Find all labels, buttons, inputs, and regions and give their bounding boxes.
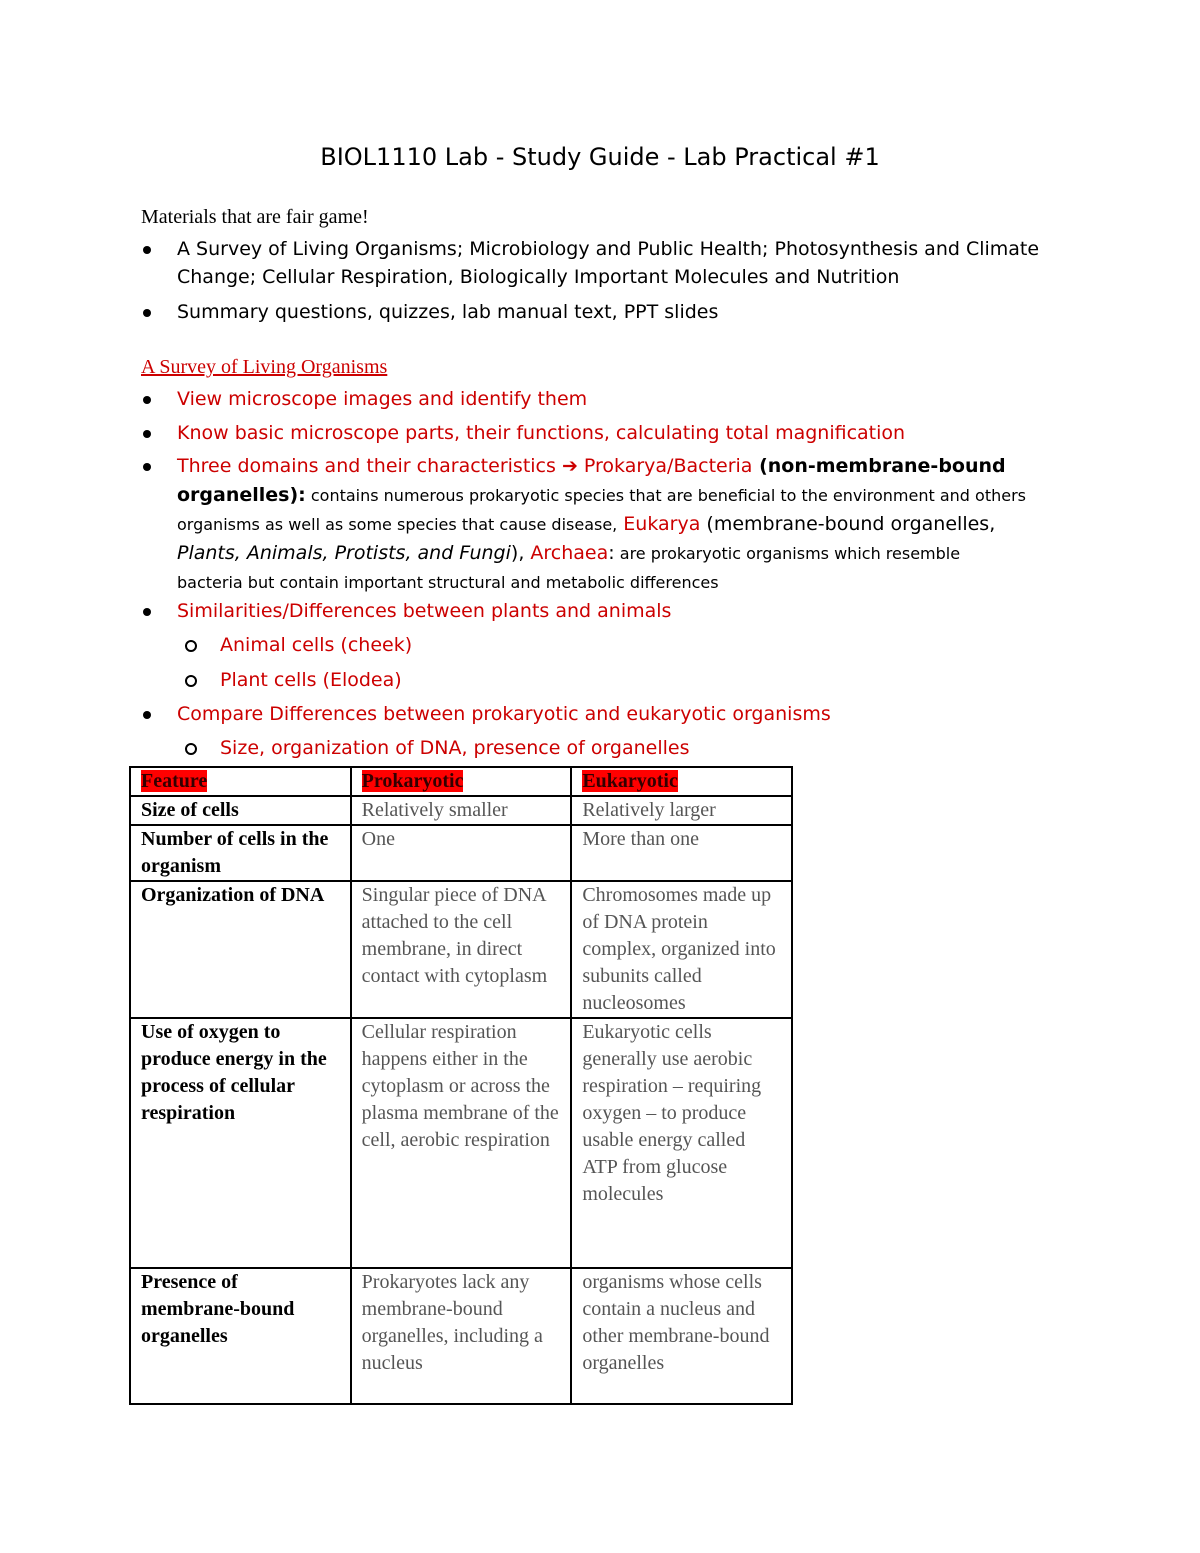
list-item: View microscope images and identify them (177, 385, 1057, 413)
table-cell: Relatively smaller (351, 796, 572, 825)
table-header-row (130, 767, 792, 796)
comparison-table (129, 766, 793, 1405)
materials-heading: Materials that are fair game! (141, 206, 369, 228)
column-header-prokaryotic: Prokaryotic (351, 767, 572, 796)
bullet-icon (143, 463, 151, 471)
section-heading-survey: A Survey of Living Organisms (141, 356, 388, 378)
table-cell: Organization of DNA (130, 881, 351, 1018)
circle-bullet-icon (185, 743, 197, 755)
table-cell: More than one (571, 825, 792, 881)
arrow-right-icon: ➔ (561, 455, 578, 477)
table-cell: Cellular respiration happens either in the cytoplasm or across the plasma membrane of the cell, aerobic respiration (351, 1018, 572, 1268)
document-title: BIOL1110 Lab - Study Guide - Lab Practical #1 (320, 143, 880, 171)
bullet-icon (143, 246, 151, 254)
table-cell: organisms whose cells contain a nucleus and other membrane-bound organelles (571, 1268, 792, 1404)
sub-list-item: Size, organization of DNA, presence of organelles (220, 734, 1100, 762)
table-cell: Use of oxygen to produce energy in the process of cellular respiration (130, 1018, 351, 1268)
sub-list-item: Plant cells (Elodea) (220, 666, 1100, 694)
circle-bullet-icon (185, 640, 197, 652)
sub-list-item: Animal cells (cheek) (220, 631, 1100, 659)
table-cell: Presence of membrane-bound organelles (130, 1268, 351, 1404)
table-cell: Prokaryotes lack any membrane-bound organelles, including a nucleus (351, 1268, 572, 1404)
list-item: A Survey of Living Organisms; Microbiology and Public Health; Photosynthesis and Climate Change; Cellular Respiration, Biologically Important Molecules and Nutrition (177, 235, 1057, 291)
table-row (130, 825, 792, 881)
circle-bullet-icon (185, 675, 197, 687)
table-cell: Size of cells (130, 796, 351, 825)
table-cell: Singular piece of DNA attached to the cell membrane, in direct contact with cytoplasm (351, 881, 572, 1018)
table-cell: Chromosomes made up of DNA protein complex, organized into subunits called nucleosomes (571, 881, 792, 1018)
table-row (130, 796, 792, 825)
bullet-icon (143, 608, 151, 616)
table-row (130, 1018, 792, 1268)
list-item-domains: Three domains and their characteristics ➔ Prokarya/Bacteria (non-membrane-bound organelles): contains numerous prokaryotic species that are beneficial to the environment and others organisms as well as some species that cause disease, Eukarya (membrane-bound organelles, Plants, Animals, Protists, and Fungi), Archaea: are prokaryotic organisms which resemble bacteria but contain important structural and metabolic differences (177, 452, 1027, 597)
list-item: Similarities/Differences between plants and animals (177, 597, 1057, 625)
column-header-eukaryotic: Eukaryotic (571, 767, 792, 796)
column-header-feature: Feature (130, 767, 351, 796)
table-cell: Eukaryotic cells generally use aerobic respiration – requiring oxygen – to produce usable energy called ATP from glucose molecules (571, 1018, 792, 1268)
list-item: Summary questions, quizzes, lab manual text, PPT slides (177, 298, 1057, 326)
table-cell: Number of cells in the organism (130, 825, 351, 881)
list-item: Compare Differences between prokaryotic and eukaryotic organisms (177, 700, 1057, 728)
table-row (130, 1268, 792, 1404)
bullet-icon (143, 309, 151, 317)
list-item: Know basic microscope parts, their functions, calculating total magnification (177, 419, 1057, 447)
bullet-icon (143, 396, 151, 404)
bullet-icon (143, 711, 151, 719)
bullet-icon (143, 430, 151, 438)
table-cell: Relatively larger (571, 796, 792, 825)
table-cell: One (351, 825, 572, 881)
table-row (130, 881, 792, 1018)
